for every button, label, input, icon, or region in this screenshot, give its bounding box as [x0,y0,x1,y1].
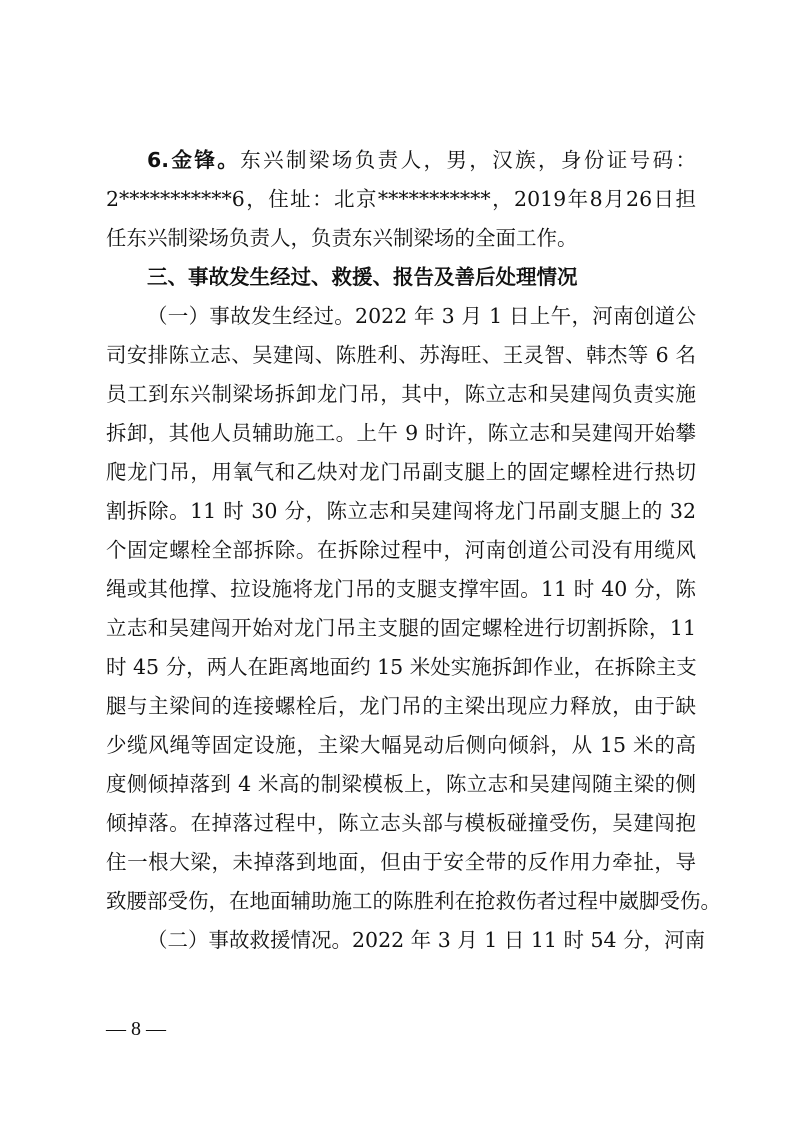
section6-line1 [147,148,696,172]
para1-line: 腿与主梁间的连接螺栓后，龙门吊的主梁出现应力释放，由于缺 [106,694,696,718]
para1-line: 爬龙门吊，用氧气和乙炔对龙门吊副支腿上的固定螺栓进行热切 [106,460,696,484]
section6-line1-text: 东兴制梁场负责人，男，汉族，身份证号码： [240,148,696,172]
para1-line: 立志和吴建闯开始对龙门吊主支腿的固定螺栓进行切割拆除，11 [106,616,696,640]
para1-line: 割拆除。11 时 30 分，陈立志和吴建闯将龙门吊副支腿上的 32 [106,499,696,523]
section6-line2: 2***********6，住址：北京***********，2019年8月26日担 [106,187,696,211]
para1-line: 少缆风绳等固定设施，主梁大幅晃动后侧向倾斜，从 15 米的高 [106,733,696,757]
para1-line: 时 45 分，两人在距离地面约 15 米处实施拆卸作业，在拆除主支 [106,655,697,679]
para2-line1: （二）事故救援情况。2022 年 3 月 1 日 11 时 54 分，河南 [147,928,706,952]
para1-line: 拆卸，其他人员辅助施工。上午 9 时许，陈立志和吴建闯开始攀 [106,421,696,445]
para1-line: 绳或其他撑、拉设施将龙门吊的支腿支撑牢固。11 时 40 分，陈 [106,577,696,601]
para1-line: 度侧倾掉落到 4 米高的制梁模板上，陈立志和吴建闯随主梁的侧 [106,772,696,796]
para1-line: （一）事故发生经过。2022 年 3 月 1 日上午，河南创道公 [147,304,696,328]
page-number: — 8 — [106,1018,166,1040]
para1-line: 致腰部受伤，在地面辅助施工的陈胜利在抢救伤者过程中崴脚受伤。 [106,889,721,913]
section-heading-3: 三、事故发生经过、救援、报告及善后处理情况 [147,265,578,289]
para1-line: 司安排陈立志、吴建闯、陈胜利、苏海旺、王灵智、韩杰等 6 名 [106,343,696,367]
para1-line: 倾掉落。在掉落过程中，陈立志头部与模板碰撞受伤，吴建闯抱 [106,811,696,835]
para1-line: 住一根大梁，未掉落到地面，但由于安全带的反作用力牵扯，导 [106,850,696,874]
para1-line: 个固定螺栓全部拆除。在拆除过程中，河南创道公司没有用缆风 [106,538,696,562]
para1-line: 员工到东兴制梁场拆卸龙门吊，其中，陈立志和吴建闯负责实施 [106,382,696,406]
section6-line3: 任东兴制梁场负责人，负责东兴制梁场的全面工作。 [106,226,578,250]
section6-label: 6.金锋。 [147,148,241,172]
